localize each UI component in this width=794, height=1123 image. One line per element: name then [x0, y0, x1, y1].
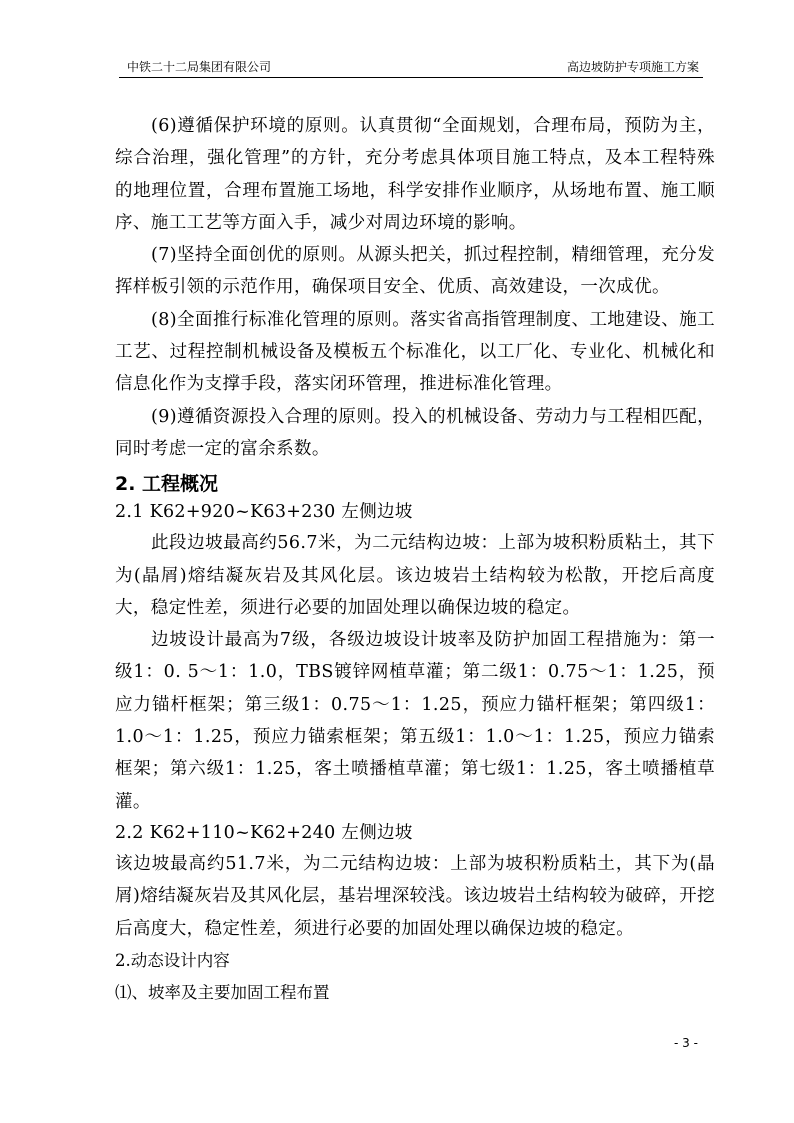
subsection-heading-2-2: 2.2 K62+110~K62+240 左侧边坡 [115, 822, 413, 843]
principle-9: (9)遵循资源投入合理的原则。投入的机械设备、劳动力与工程相匹配，同时考虑一定的富余系数。 [115, 406, 715, 459]
principle-6: (6)遵循保护环境的原则。认真贯彻“全面规划，合理布局，预防为主，综合治理，强化管理”的方针，充分考虑具体项目施工特点，及本工程特殊的地理位置，合理布置施工场地，科学安排作业顺序，从场地布置、施工顺序、施工工艺等方面入手，减少对周边环境的影响。 [115, 116, 715, 233]
dynamic-design-heading: 2.动态设计内容 [115, 950, 230, 970]
page-number: - 3 - [674, 1036, 698, 1050]
page-header [119, 55, 703, 78]
principle-7: (7)坚持全面创优的原则。从源头把关，抓过程控制，精细管理，充分发挥样板引领的示范作用，确保项目安全、优质、高效建设，一次成优。 [115, 245, 715, 298]
paragraph-2-1-overview: 此段边坡最高约56.7米，为二元结构边坡：上部为坡积粉质粘土，其下为(晶屑)熔结凝灰岩及其风化层。该边坡岩土结构较为松散，开挖后高度大，稳定性差，须进行必要的加固处理以确保边坡的稳定。 [115, 533, 715, 618]
paragraph-2-1-design: 边坡设计最高为7级，各级边坡设计坡率及防护加固工程措施为：第一级1：0. 5～1：1.0，TBS镀锌网植草灌；第二级1：0.75～1：1.25，预应力锚杆框架；第三级1：0.75～1：1.25，预应力锚杆框架；第四级1：1.0～1：1.25，预应力锚索框架；第五级1：1.0～1：1.25，预应力锚索框架；第六级1：1.25，客土喷播植草灌；第七级1：1.25，客土喷播植草灌。 [115, 630, 715, 812]
document-body [115, 110, 715, 1009]
header-company: 中铁二十二局集团有限公司 [127, 60, 272, 74]
header-doc-title: 高边坡防护专项施工方案 [566, 60, 699, 74]
paragraph-2-2-overview: 该边坡最高约51.7米，为二元结构边坡：上部为坡积粉质粘土，其下为(晶屑)熔结凝灰岩及其风化层，基岩埋深较浅。该边坡岩土结构较为破碎，开挖后高度大，稳定性差，须进行必要的加固处理以确保边坡的稳定。 [115, 853, 715, 939]
principle-8: (8)全面推行标准化管理的原则。落实省高指管理制度、工地建设、施工工艺、过程控制机械设备及模板五个标准化，以工厂化、专业化、机械化和信息化作为支撑手段，落实闭环管理，推进标准化管理。 [115, 309, 715, 395]
section-heading: 2. 工程概况 [115, 473, 219, 496]
subsection-heading-2-1: 2.1 K62+920~K63+230 左侧边坡 [115, 502, 413, 523]
dynamic-design-item: ⑴、坡率及主要加固工程布置 [115, 982, 330, 1002]
